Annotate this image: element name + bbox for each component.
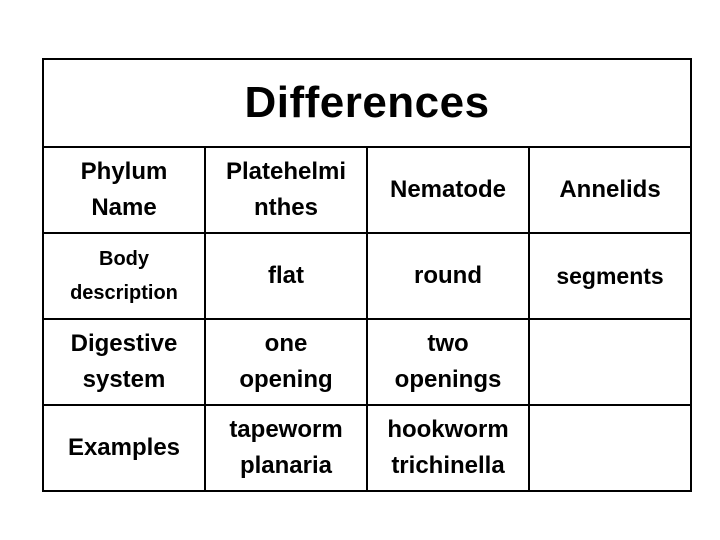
header-phylum-name-line-2: Name	[91, 194, 157, 221]
digestive-system-label	[43, 319, 205, 405]
digestive-system-platyhelminthes	[205, 319, 367, 405]
header-platyhelminthes	[205, 147, 367, 233]
header-platyhelminthes-line-1: Platehelmi	[225, 158, 347, 185]
digestive-system-nematode-line-2: openings	[394, 366, 502, 393]
digestive-system-platyhelminthes-line-2: opening	[239, 366, 333, 393]
body-description-platyhelminthes	[205, 233, 367, 319]
examples-label-line-1: Examples	[67, 434, 181, 461]
header-phylum-name	[43, 147, 205, 233]
body-description-label	[43, 233, 205, 319]
examples-nematode-line-2: trichinella	[391, 452, 505, 479]
table-title	[43, 59, 691, 147]
header-nematode-line-1: Nematode	[389, 176, 507, 203]
digestive-system-nematode-line-1: two	[427, 330, 469, 357]
body-description-nematode-line-1: round	[414, 262, 482, 289]
digestive-system-row	[43, 319, 691, 405]
examples-platyhelminthes-line-1: tapeworm	[229, 416, 343, 443]
body-description-label-line-2: description	[70, 282, 178, 304]
header-annelids	[529, 147, 691, 233]
title-row	[43, 59, 691, 147]
examples-row	[43, 405, 691, 491]
header-platyhelminthes-line-2: nthes	[253, 194, 318, 221]
table-title-text: Differences	[244, 78, 490, 127]
body-description-annelids	[529, 233, 691, 319]
digestive-system-annelids	[529, 319, 691, 405]
header-phylum-name-line-1: Phylum	[80, 158, 168, 185]
examples-platyhelminthes-line-2: planaria	[239, 452, 333, 479]
differences-table	[42, 58, 692, 492]
examples-platyhelminthes	[205, 405, 367, 491]
digestive-system-label-line-1: Digestive	[70, 330, 178, 357]
digestive-system-label-line-2: system	[82, 366, 166, 393]
body-description-label-line-1: Body	[99, 248, 149, 270]
header-annelids-line-1: Annelids	[559, 176, 661, 203]
examples-nematode	[367, 405, 529, 491]
examples-annelids	[529, 405, 691, 491]
digestive-system-nematode	[367, 319, 529, 405]
body-description-nematode	[367, 233, 529, 319]
header-nematode	[367, 147, 529, 233]
body-description-platyhelminthes-line-1: flat	[268, 262, 304, 289]
body-description-row	[43, 233, 691, 319]
header-row	[43, 147, 691, 233]
examples-nematode-line-1: hookworm	[387, 416, 509, 443]
body-description-annelids-line-1: segments	[556, 263, 664, 289]
examples-label	[43, 405, 205, 491]
digestive-system-platyhelminthes-line-1: one	[264, 330, 308, 357]
